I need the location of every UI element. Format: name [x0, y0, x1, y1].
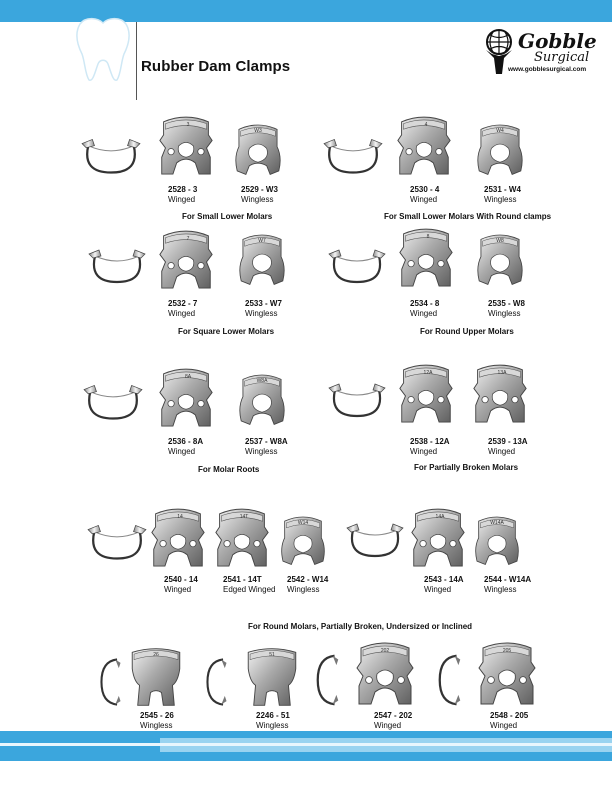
- clamp-label: 2532 - 7 Winged: [168, 299, 198, 318]
- clamp-label: 2540 - 14 Winged: [164, 575, 198, 594]
- clamp-label: 2531 - W4 Wingless: [484, 185, 521, 204]
- clamp-label: 2538 - 12A Winged: [410, 437, 450, 456]
- clamp-stamp: W4: [496, 128, 504, 134]
- page-title: Rubber Dam Clamps: [141, 58, 291, 75]
- brand-subname: Surgical: [534, 50, 590, 65]
- clamp-side-view: [344, 520, 406, 560]
- caption: For Square Lower Molars: [178, 327, 275, 336]
- clamp-ring-view: [204, 656, 230, 708]
- clamp-stamp: W14: [297, 520, 309, 526]
- clamp-label: 2543 - 14A Winged: [424, 575, 464, 594]
- clamp-stamp: 202: [380, 648, 390, 654]
- clamp-label: 2548 - 205 Winged: [490, 711, 529, 730]
- clamp-label: 2544 - W14A Wingless: [484, 575, 532, 594]
- clamp-label: 2529 - W3 Wingless: [241, 185, 278, 204]
- clamp-2535-w8: [474, 230, 526, 292]
- clamp-stamp: W8: [496, 238, 504, 244]
- caption: For Molar Roots: [198, 465, 260, 474]
- clamp-2528-3: [158, 114, 214, 180]
- clamp-2541-14t: [214, 506, 270, 572]
- clamp-stamp: 4: [424, 122, 428, 128]
- clamp-side-view: [326, 380, 388, 420]
- clamp-ring-view: [436, 652, 464, 708]
- clamp-label: 2528 - 3 Winged: [168, 185, 198, 204]
- clamp-2544-w14a: [472, 512, 522, 572]
- clamp-stamp: 8: [426, 234, 430, 240]
- clamp-2534-8: [398, 226, 454, 292]
- tooth-icon: [72, 14, 134, 82]
- clamp-2538-12a: [398, 362, 454, 428]
- brand-name: Gobble: [518, 29, 597, 53]
- clamp-label: 2539 - 13A Winged: [488, 437, 528, 456]
- brand-website: www.gobblesurgical.com: [508, 66, 587, 73]
- clamp-stamp: W8A: [256, 378, 268, 384]
- clamp-label: 2541 - 14T Edged Winged: [223, 575, 276, 594]
- clamp-side-view: [82, 380, 144, 424]
- clamp-ring-view: [98, 656, 124, 708]
- clamp-label: 2530 - 4 Winged: [410, 185, 440, 204]
- clamp-label: 2535 - W8 Wingless: [488, 299, 525, 318]
- clamp-2540-14: [150, 506, 206, 572]
- caption: For Small Lower Molars: [182, 212, 273, 221]
- clamp-stamp: 14T: [239, 514, 249, 520]
- clamp-2542-w14: [278, 512, 328, 572]
- caption: For Partially Broken Molars: [414, 463, 519, 472]
- clamp-label: 2246 - 51 Wingless: [256, 711, 290, 730]
- clamp-2536-8a: [158, 366, 214, 432]
- clamp-stamp: W7: [258, 238, 266, 244]
- clamp-side-view: [322, 133, 384, 179]
- clamp-stamp: W3: [254, 128, 262, 134]
- caption: For Round Upper Molars: [420, 327, 514, 336]
- clamp-2533-w7: [236, 230, 288, 292]
- clamp-2547-202: [354, 640, 416, 710]
- clamp-label: 2542 - W14 Wingless: [287, 575, 329, 594]
- caption: For Round Molars, Partially Broken, Undersized or Inclined: [248, 622, 473, 631]
- clamp-label: 2536 - 8A Winged: [168, 437, 204, 456]
- clamp-stamp: W14A: [490, 520, 504, 526]
- clamp-2543-14a: [410, 506, 466, 572]
- clamp-2529-w3: [232, 120, 284, 182]
- clamp-stamp: 12A: [423, 370, 433, 376]
- clamp-side-view: [86, 246, 148, 286]
- clamp-stamp: 7: [186, 236, 190, 242]
- clamp-2246-51: [244, 645, 300, 709]
- clamp-label: 2547 - 202 Winged: [374, 711, 413, 730]
- footer-banner: [0, 731, 612, 761]
- clamp-2530-4: [396, 114, 452, 180]
- clamp-side-view: [80, 133, 142, 179]
- clamp-2545-26: [128, 645, 184, 709]
- bottom-margin: [0, 761, 612, 792]
- header-divider: [136, 22, 137, 100]
- clamp-stamp: 26: [153, 652, 159, 658]
- caption: For Small Lower Molars With Round clamps: [384, 212, 552, 221]
- clamp-stamp: 13A: [497, 370, 507, 376]
- gobble-surgical-logo: [482, 28, 597, 80]
- clamp-label: 2537 - W8A Wingless: [245, 437, 288, 456]
- clamp-2539-13a: [472, 362, 528, 428]
- clamp-stamp: 3: [186, 122, 190, 128]
- clamp-2548-205: [476, 640, 538, 710]
- clamp-side-view: [326, 246, 388, 286]
- clamp-2532-7: [158, 228, 214, 294]
- clamp-stamp: 14: [177, 514, 183, 520]
- clamp-label: 2534 - 8 Winged: [410, 299, 440, 318]
- footer-stripe: [0, 743, 612, 746]
- clamp-side-view: [86, 520, 148, 564]
- clamp-stamp: 14A: [435, 514, 445, 520]
- clamp-stamp: 51: [269, 652, 275, 658]
- clamp-stamp: 205: [502, 648, 512, 654]
- clamp-2537-w8a: [236, 370, 288, 432]
- clamp-2531-w4: [474, 120, 526, 182]
- clamp-ring-view: [314, 652, 342, 708]
- clamp-label: 2545 - 26 Wingless: [140, 711, 174, 730]
- clamp-stamp: 8A: [184, 374, 192, 380]
- clamp-label: 2533 - W7 Wingless: [245, 299, 282, 318]
